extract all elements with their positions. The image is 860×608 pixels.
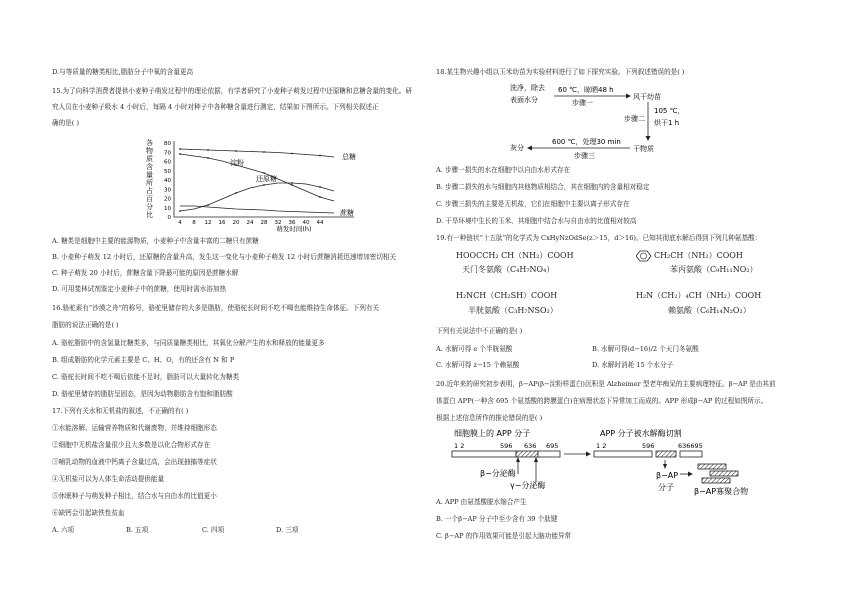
chart-ylabel-char: 占 [146,187,153,195]
app-num-12-right: 1 2 [596,442,607,450]
q18-option-a: A. 步骤一损失的水在细胞中以自由水形式存在 [436,166,571,174]
polymer-label: β−AP寡聚合物 [694,487,749,496]
chart-ylabel-char: 量 [146,171,153,179]
chart-xtick-label: 28 [260,220,268,226]
chart-ylabel-char: 比 [146,211,153,219]
experiment-flowchart [508,80,738,164]
app-num-596-right: 596 [642,442,655,450]
q17-item-3: ③哺乳动物的血液中钙离子含量过高，会出现抽搐等症状 [52,458,217,466]
q16-option-c: C. 骆驼长时间不吃不喝后依能不足时，脂肪可以大量转化为糖类 [52,373,240,381]
benzene-ring-icon [636,250,652,262]
q15-stem-line3: 确的是( ) [52,119,80,127]
chart-ytick-label: 70 [164,150,171,157]
chart-xtick-label: 24 [246,220,254,226]
chart-xtick-label: 8 [192,220,196,226]
q15-option-a: A. 糖类是细胞中主要的能源物质，小麦种子中含量丰富的二糖只有蔗糖 [52,237,259,245]
q19-option-a: A. 水解可得 e 个半胱氨酸 [436,345,513,353]
aa-cys-formula: H₂NCH（CH₂SH）COOH [456,291,558,300]
q15-option-c: C. 种子萌发 20 小时后，蔗糖含量下降最可能的原因是蔗糖水解 [52,269,239,277]
q19-option-b: B. 水解可得(d−16)/2 个天门冬氨酸 [592,345,699,353]
series-sucrose [180,206,334,213]
q16-stem-line2: 脂肪的说法正确的是( ) [52,321,119,329]
q16-option-d: D. 骆驼里储存的脂肪呈固态，是因为动物脂肪含有饱和脂肪酸 [52,390,233,398]
q17-option-a: A. 六项 [52,526,75,534]
q15-option-d: D. 可用斐林试剂鉴定小麦种子中的蔗糖，使用时需水浴加热 [52,285,227,293]
app-segment-beta [516,451,538,457]
q18-option-d: D. 干旱环境中生长的玉米，其细胞中结合水与自由水的比值相对较高 [436,217,637,225]
flow-cond1: 60 ℃，晾晒48 h [558,86,614,94]
q18-stem: 18.某生物兴趣小组以玉米幼苗为实验材料进行了如下探究实验。下列叙述错误的是( ) [436,68,685,76]
beta-secretase-label: β−分泌酶 [480,469,516,478]
q16-option-b: B. 组成脂肪的化学元素主要是 C、H、O，有的还含有 N 和 P [52,356,235,364]
chart-ytick-label: 20 [164,196,171,203]
fragment-beta-ap [656,451,676,457]
q17-stem: 17.下列有关水和无机盐的叙述，不正确的有( ) [52,407,189,415]
q19-stem: 19.有一种链状“十五肽”的化学式为 CxHyNzOdSe(z＞15，d＞16)。已知其彻底水解后得到下列几种氨基酸： [436,234,762,242]
series-total-sugar [180,149,334,157]
app-num-636: 636 [524,442,537,450]
q17-item-2: ②细胞中无机盐含量很少且大多数是以化合物形式存在 [52,441,211,449]
chart-xtick-label: 44 [316,220,324,226]
label-sucrose: 蔗糖 [340,209,354,217]
q17-item-4: ④无机盐可以为人体生命活动提供能量 [52,475,165,483]
fragment-right [680,451,702,457]
flow-arrowhead-2 [646,136,651,141]
q16-option-a: A. 骆驼脂肪中的含氢量比糖类多，与同质量糖类相比，其氧化分解产生的水和释放的能量更多 [52,339,325,347]
chart-xtick-label: 4 [178,220,182,226]
chart-ylabel-char: 物 [146,147,153,155]
chart-ylabel-char: 质 [146,155,153,163]
chart-xtick-label: 12 [204,220,212,226]
aa-asp-name: 天门冬氨酸（C₄H₇NO₄） [462,265,555,274]
flow-wash: 洗净，除去 [510,84,545,92]
q17-option-b: B. 五项 [126,526,149,534]
chart-xtick-label: 16 [218,220,226,226]
aa-lys-formula: H₂N（CH₂）₄CH（NH₂）COOH [636,291,762,300]
chart-ytick-label: 10 [164,205,171,212]
chart-xtick-label: 40 [302,220,310,226]
chart-yticks [164,141,172,221]
q18-option-c: C. 步骤三损失的主要是无机盐，它们在细胞中主要以离子形式存在 [436,200,630,208]
q20-option-c: C. β−AP 的作用效果可能是引起大脑功能异常 [436,532,572,540]
chart-markers [179,148,321,212]
q20-option-b: B. 一个β−AP 分子中至少含有 39 个肽键 [436,515,558,523]
q19-question: 下列有关说法中不正确的是( ) [436,327,523,335]
polymer-bar-1 [698,464,726,469]
bap-label-2: 分子 [658,483,674,492]
polymer-bar-2 [710,471,738,476]
sugar-content-chart [144,135,374,235]
chart-ylabel-char: 含 [146,163,153,171]
q16-stem-line1: 16.骆驼素有“沙漠之舟”的称号，骆驼里储存的大多是脂肪，使骆驼长时间不吃不喝也能维持生命体征。下列有关 [52,304,380,312]
flow-arrowhead-1 [626,94,631,99]
chart-ylabel [146,138,153,219]
flow-step3: 步骤三 [574,152,595,160]
aa-asp-formula: HOOCCH₂ CH（NH₂）COOH [456,251,574,260]
aa-lys-name: 赖氨酸（C₆H₁₄N₂O₂） [668,306,751,315]
chart-xtick-label: 36 [288,220,296,226]
label-starch: 淀粉 [230,159,244,167]
chart-ytick-label: 80 [164,141,171,147]
flow-step2: 步骤二 [624,115,645,123]
polymer-bar-3 [702,478,730,483]
flow-arrowhead-3 [527,146,532,151]
app-num-12-left: 1 2 [454,442,465,450]
app-title-1: 细胞膜上的 APP 分子 [454,429,531,438]
app-num-636695: 636695 [678,442,703,450]
bap-down-arrowhead [663,464,667,469]
flow-dry-seedling: 风干幼苗 [633,93,661,101]
q14-option-d: D.与等质量的糖类相比,脂肪分子中氧的含量更高 [52,68,194,76]
flow-step1: 步骤一 [572,99,593,107]
q17-item-5: ⑤休眠种子与萌发种子相比，结合水与自由水的比值更小 [52,492,217,500]
app-title-2: APP 分子被水解酶切割 [600,429,682,438]
left-column [52,0,424,608]
label-total-sugar: 总糖 [342,153,356,161]
gamma-secretase-label: γ−分泌酶 [510,481,546,490]
q15-stem-line1: 15.为了向科学消费者提供小麦种子萌发过程中的理论依据，有学者研究了小麦种子萌发过程中还原糖和总糖含量的变化。研 [52,87,412,95]
q20-stem-line2: 体蛋白 APP(一种含 695 个氨基酸的跨膜蛋白)在病理状态下异常加工而成的。APP 形成β−AP 的过程如图所示。 [436,397,768,405]
q20-option-a: A. APP 由氨基酸脱水缩合产生 [436,498,527,506]
aa-phe-name: 苯丙氨酸（C₉H₁₁NO₂） [670,265,758,274]
process-arrowhead [586,452,591,457]
flow-cond2b: 烘干1 h [654,119,680,127]
chart-xtick-label: 20 [232,220,240,226]
app-cleavage-diagram [450,426,750,498]
chart-ytick-label: 40 [164,178,171,184]
beta-arrowhead [516,457,520,462]
q20-stem-line1: 20.近年来的研究初步表明，β−AP(β−淀粉样蛋白)沉积是 Alzheimer 型老年痴呆的主要病理特征。β−AP 是由其前 [436,380,776,388]
flow-cond2a: 105 ℃， [654,107,685,115]
app-num-596: 596 [500,442,513,450]
q18-option-b: B. 步骤二损失的水与细胞内其他物质相结合，其在细胞内的含量相对稳定 [436,183,650,191]
q15-option-b: B. 小麦种子萌发 12 小时后，还原糖的含量升高，发生这一变化与小麦种子萌发 12 小时后蔗糖消耗迅速增加密切相关 [52,253,397,261]
gamma-arrowhead [534,457,538,462]
aa-phe-formula: CH₂CH（NH₂）COOH [654,251,743,260]
chart-ytick-label: 0 [167,215,171,221]
q19-option-c: C. 水解可得 z−15 个赖氨酸 [436,361,520,369]
chart-xtick-label: 32 [274,220,282,226]
q17-item-6: ⑥缺钙会引起缺铁性贫血 [52,509,125,517]
chart-ytick-label: 50 [164,168,171,175]
app-segment-left [452,451,516,457]
chart-ylabel-char: 百 [146,195,153,203]
flow-ash: 灰分 [510,144,524,152]
aa-cys-name: 半胱氨酸（C₃H₇NSO₂） [468,306,558,315]
q17-option-c: C. 四项 [202,526,225,534]
chart-ytick-label: 60 [164,159,171,166]
q17-option-d: D. 三项 [276,526,299,534]
chart-ylabel-char: 所 [146,179,153,187]
fragment-left [594,451,652,457]
polymer-arrowhead [688,472,693,477]
q20-stem-line3: 根据上述信息所作的推论错误的是( ) [436,414,543,422]
app-num-695: 695 [546,442,559,450]
q15-stem-line2: 究人员在小麦种子吸水 4 小时后，每隔 4 小时对种子中各种糖含量进行测定，结果如下图所示。下列相关叙述正 [52,103,379,111]
flow-cond3: 600 ℃，处理30 min [552,138,621,146]
flow-dry-matter: 干物质 [633,145,654,153]
flow-surface-water: 表面水分 [510,96,538,104]
chart-ytick-label: 30 [164,187,171,194]
q19-option-d: D. 水解时消耗 15 个水分子 [592,361,674,369]
chart-ylabel-char: 各 [146,139,153,147]
chart-xlabel: 萌发时间(h) [276,225,312,233]
right-column [436,0,808,608]
app-segment-right [538,451,560,457]
chart-ylabel-char: 分 [146,203,153,211]
bap-label-1: β−AP [656,471,679,480]
q17-item-1: ①水能溶解、运输营养物质和代谢废物，并维持细胞形态 [52,424,217,432]
label-reducing-sugar: 还原糖 [256,175,277,183]
